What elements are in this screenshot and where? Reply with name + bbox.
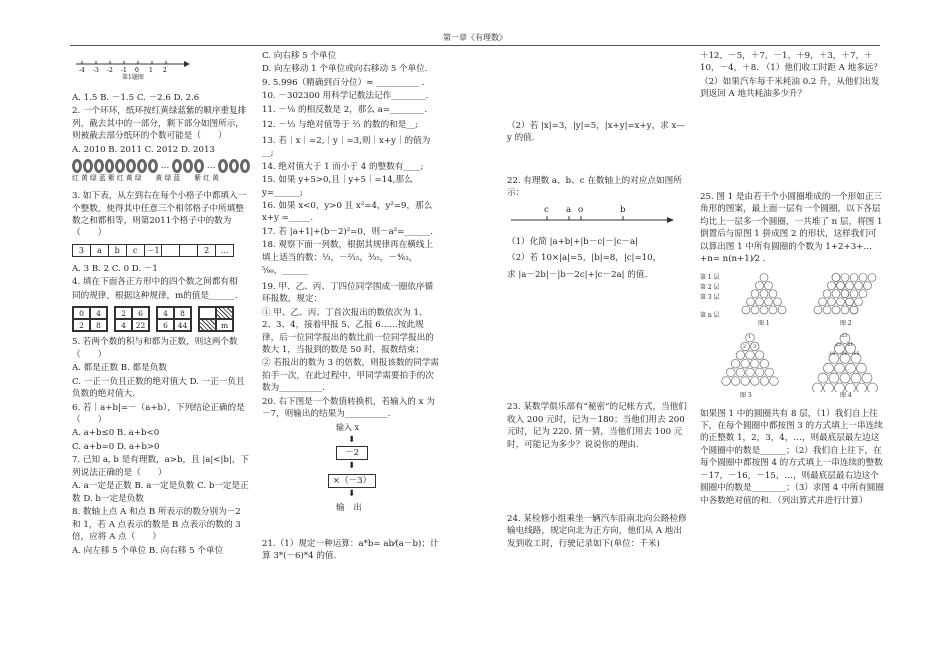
ring-icon [105,159,115,173]
circle-mark [819,297,827,305]
column-1 [72,50,250,558]
header-rule [70,45,880,46]
grid-cell: 6 [132,307,149,319]
ring-icon [72,159,82,173]
page-header: 第一章《有理数》 [443,33,507,42]
circle-mark [722,376,731,385]
circle-mark [755,368,764,377]
circle-mark [828,281,836,289]
fig4-num-6: -15 [852,351,860,357]
rings-figure [72,159,250,173]
ring-icon [137,159,147,173]
circle-mark [846,383,856,392]
conversion-machine [322,422,392,518]
q19-rule-1: ① 甲、乙、丙、丁首次报出的数依次为 1、2、3、4，接着甲报 5、乙报 6……按此规律，后一位同学报出的数比前一位同学报出的数大 1，当报到的数是 50 时，报数结束； [262,307,434,355]
axis-label-b: b [620,204,626,215]
grid-cell: 4 [115,319,132,331]
strip-cell: b [109,245,127,256]
q8-option-c: C. 向右移 5 个单位 [262,51,337,61]
ellipsis-icon: … [206,161,216,172]
fig4-caption: 图 4 [840,391,852,399]
q22-number-line [507,204,677,232]
circle-mark [751,305,759,313]
fig4-num-4: -18 [828,351,836,357]
fig4-num-3: -21 [846,342,854,348]
tick-label: -2 [107,67,113,74]
fig4-triangle [810,332,880,392]
circle-mark [778,305,786,313]
down-arrow-icon: ⬇ [348,488,356,499]
number-line-figure [72,50,192,82]
circle-mark [746,350,755,359]
circle-mark [859,273,867,281]
axis-label-o: o [578,204,584,215]
strip-cell: 2 [198,245,216,256]
q9-text: 9. 5.996（精确到百分位）≈ __________ . [262,77,425,88]
q25-questions: 如果图 1 中的圆圈共有 8 层，（1）我们自上往下，在每个圆圈中都按图 3 的方式填上一串连续的正整数 1，2，3，4，…，则最底层最左边这个圆圈中的数是______；（2）我们自上往下，在每个圆圈中都按图 4 的方式填上一串连续的整数－17，－16，－15，…，则最底层最右边这个圆圈中的数是________；（3）求图 4 中所有圆圈中各数绝对值的和．（列出算式并进行计算） [700,408,884,506]
circle-mark [855,297,863,305]
flow-output: 输 出 [336,502,362,513]
tick-label: -1 [121,67,127,74]
circle-mark [855,281,863,289]
grid-cell: 8 [174,307,191,319]
hatched-cell [199,319,216,331]
strip-cell: 3 [73,245,91,256]
fig4-num-2: -22 [834,342,842,348]
ring-icon [126,159,136,173]
circle-mark [756,281,764,289]
circle-mark [751,289,759,297]
q4-grid-1 [72,306,108,332]
circle-mark [755,350,764,359]
grid-cell: 2 [73,319,90,331]
q2-options: A. 2010 B. 2011 C. 2012 D. 2013 [72,144,215,155]
circle-mark [841,273,849,281]
tick-label: 1 [149,67,153,74]
q14-text: 14. 绝对值大于 1 而小于 4 的整数有____; [262,161,424,172]
fig1-layer-2: 第 2 层 [700,283,720,291]
circle-mark [770,376,779,385]
ring-icon [240,159,250,173]
circle-mark [868,383,878,392]
fig3-num-1: 1 [748,333,752,340]
ring-label-3: 紫 红 黄 [194,174,219,183]
circle-mark [756,297,764,305]
strip-cell: c [127,245,145,256]
q23-text: 23. 某数学俱乐部有“秘密”的记帐方式，当他们收入 200 元时，记为－180；当他们用去 200 元时，记为 220. 猜一猜，当他们用去 100 元时，可能记为多少？说说你的理由. [507,402,687,450]
fig1-layer-1: 第 1 层 [700,273,720,281]
circle-mark [824,363,834,373]
fig1-caption: 图 1 [758,319,770,327]
circle-mark [846,363,856,373]
circle-mark [736,350,745,359]
circle-mark [829,373,839,383]
q20-text: 20. 右下图是一个数值转换机，若输入的 x 为－7，则输出的结果为__________. [262,396,435,420]
circle-mark [769,289,777,297]
q22-part2: （2）若 10×|a|=5，|b|=8，|c|=10， [507,253,662,264]
q8-text: 8. 数轴上点 A 和点 B 所表示的数分别为－2 和 1，若 A 点表示的数是 B 点表示的数的 3 倍，应将 A 点（ ） [72,507,241,543]
tick-label: 2 [163,67,167,74]
q25-figures [700,272,885,402]
ellipsis-icon: … [160,161,170,172]
circle-mark [813,383,823,392]
circle-mark [760,359,769,368]
q4-text-b: 同的规律，根据这种规律，m的值是______. [72,290,238,301]
q22-part2b: 求 |a－2b|－|b－2c|+|c－2a| 的值. [507,269,648,280]
circle-mark [760,289,768,297]
grid-cell: 4 [90,307,107,319]
circle-mark [840,373,850,383]
strip-cell [162,245,180,256]
axis-svg [507,204,677,232]
axis-label-a: a [566,204,572,215]
down-arrow-icon: ⬇ [348,460,356,471]
q4-grids [72,306,250,332]
circle-mark [742,305,750,313]
circle-mark [850,305,858,313]
ring-icon [83,159,93,173]
ring-icon [194,159,204,173]
q22-text: 22. 有理数 a、b、c 在数轴上的对应点如图所示： [507,175,682,199]
circle-mark [741,376,750,385]
grid-cell [199,307,216,319]
strip-cell [180,245,198,256]
tick-label: 0 [135,67,139,74]
q4-grid-4 [198,306,234,332]
circle-mark [868,273,876,281]
circle-mark [835,363,845,373]
q6-option-1: A. a+b≤0 B. a+b<0 [72,428,160,439]
ring-labels [72,174,250,184]
grid-cell: 4 [157,307,174,319]
circle-mark [841,305,849,313]
q6-option-2: C. a+b=0 D. a+b>0 [72,441,160,452]
circle-mark [859,289,867,297]
fig4-num-1: -23 [840,333,848,339]
q19-text: 19. 甲、乙、丙、丁四位同学围成一圈依序循环报数，规定： [262,281,434,305]
circle-mark [741,359,750,368]
ring-icon [218,159,228,173]
circle-mark [832,305,840,313]
circle-mark [765,281,773,289]
q4-grid-3 [156,306,192,332]
number-line-caption: 第1题图 [122,74,144,81]
circle-mark [760,376,769,385]
circle-mark [837,297,845,305]
circle-mark [760,273,768,281]
q3-strip [72,244,234,257]
q4-text-a: 4. 填在下面各正方形中的四个数之间都有相 [72,277,238,288]
circle-mark [747,297,755,305]
q3-text: 3. 如下表，从左到右在每个小格子中都填入一个整数，使得其中任意三个相邻格子中所填整数之和都相等，则第2011个格子中的数为（ ） [72,191,247,239]
ring-icon [172,159,182,173]
q21-part2: （2）若 |x|=3，|y|=5，|x+y|=x+y，求 x—y 的值. [507,121,685,144]
circle-mark [857,383,867,392]
q5-option-2: C. 一正一负且正数的绝对值大 D. 一正一负且负数的绝对值大. [72,376,245,400]
fig1-layer-3: 第 3 层 [700,293,720,301]
circle-mark [746,368,755,377]
circle-mark [835,383,845,392]
q17-text: 17. 若 |a+1|+(b－2)²=0，则－a²=______. [262,226,433,237]
circle-mark [828,297,836,305]
fig3-caption: 图 3 [740,391,752,399]
fig3-num-3: 3 [753,343,757,350]
hatched-cell [216,307,233,319]
q18-text-b: ⁵⁄₉₉，______ [262,266,309,277]
circle-mark [823,289,831,297]
grid-cell: 22 [132,319,149,331]
fig3-num-2: 2 [743,343,747,350]
circle-mark [727,368,736,377]
tick-label: -4 [79,67,85,74]
flow-minus2: －2 [336,446,368,460]
q2-text: 2. 一个环环，纸环按红黄绿蓝紫的顺序重复排列，截去其中的一部分，剩下部分如图所示，则被截去部分纸环的个数可能是（ ） [72,106,247,142]
grid-cell: 44 [174,319,191,331]
circle-mark [841,289,849,297]
circle-mark [851,373,861,383]
q24-part2: （2）如果汽车每千米耗油 0.2 升，从他们出发到返回 A 地共耗油多少升？ [700,76,880,100]
circle-mark [774,297,782,305]
fig1-layer-n: 第 n 层 [700,311,720,319]
circle-mark [846,281,854,289]
q6-text: 6. 若｜a+b|=－（a+b），下列结论正确的是（ ） [72,402,245,425]
fig2-caption: 图 2 [840,319,852,327]
q19-rule-2: ② 若报出的数为 3 的倍数，则报该数的同学需拍手一次，在此过程中，甲同学需要拍手的次数为__________. [262,358,439,394]
grid-cell-m: m [216,319,233,331]
down-arrow-icon: ⬇ [348,434,356,445]
q5-text: 5. 若两个数的积与和都为正数，则这两个数（ ） [72,337,238,360]
q12-text: 12. －¹⁄₃ 与绝对值等于 ²⁄₃ 的数的和是__; [262,120,418,131]
q3-options: A. 3 B. 2 C. 0 D. －1 [72,263,158,274]
q15-text: 15. 如果 y+5>0,且｜y+5｜=14,那么 y=______; [262,175,413,198]
circle-mark [862,373,872,383]
circle-mark [818,373,828,383]
circle-mark [760,305,768,313]
tick-label: -3 [93,67,99,74]
circle-mark [814,305,822,313]
column-4 [700,50,885,508]
circle-mark [850,273,858,281]
grid-cell: 2 [115,307,132,319]
q24-records: ＋12，－5，＋7，－1，＋9，＋3，＋7，＋10，－4，＋8. （1）他们收工时距 A 地多远？ [700,51,882,74]
q5-option-1: A. 都是正数 B. 都是负数 [72,363,167,374]
strip-cell: a [91,245,109,256]
q24-text: 24. 某检修小组乘坐一辆汽车沿南北向公路检修输电线路，规定向北为正方向，他们从 A 地出发到收工时，行驶记录如下(单位：千米) [507,513,687,549]
ring-icon [115,159,125,173]
circle-mark [731,376,740,385]
circle-mark [823,305,831,313]
q16-text: 16. 如果 x<0，y>0 且 x²=4，y²=9，那么 x+y =_____. [262,200,433,224]
circle-mark [751,376,760,385]
circle-mark [731,359,740,368]
ring-label-2: 黄 绿 蓝 [155,174,181,183]
q18-text: 18. 观察下面一列数，根据其规律再在横线上填上适当的数：¹⁄₃，－²⁄₁₅，³⁄₃₅，－⁴⁄₆₃， [262,240,434,263]
ring-icon [148,159,158,173]
circle-mark [846,297,854,305]
strip-cell: －1 [145,245,163,256]
circle-mark [832,273,840,281]
fig2-figure [810,272,880,322]
grid-cell: 6 [157,319,174,331]
grid-cell: 8 [90,319,107,331]
circle-mark [850,289,858,297]
ring-icon [183,159,193,173]
circle-mark [765,297,773,305]
ring-icon [229,159,239,173]
circle-mark [824,383,834,392]
circle-mark [864,281,872,289]
grid-cell: 0 [73,307,90,319]
fig4-num-5: -16 [840,351,848,357]
ring-icon [94,159,104,173]
ring-label-1: 红 黄 绿 蓝 紫 红 黄 绿 [72,174,142,183]
fig1-triangle [734,272,794,322]
flow-input: 输入 x [336,422,360,432]
circle-mark [837,281,845,289]
column-2 [262,50,440,564]
q1-options: A. 1.5 B. －1.5 C. －2.6 D. 2.6 [72,93,200,103]
circle-mark [832,289,840,297]
q10-text: 10. －302300 用科学记数法记作________. [262,91,429,102]
q7-options: A. a一定是正数 B. a一定是负数 C. b一定是正数 D. b一定是负数 [72,481,249,504]
q22-part1: （1）化简 |a+b|+|b－c|－|c－a| [507,236,639,247]
column-3 [507,120,687,551]
circle-mark [765,368,774,377]
q25-text: 25. 图 1 是由若干个小圆圈堆成的一个形如正三角形的图案，最上面一层有一个圆圈，以下各层均比上一层多一个圆圈，一共堆了 n 层，将图 1 倒置后与原图 1 拼成图 2 的形状，这样我们可以算出图 1 中所有圆圈的个数为 1+2+3+…+n= n(n+1)⁄2 . [700,191,883,265]
circle-mark [857,363,867,373]
q8-option-d: D. 向左移动 1 个单位或向右移动 5 个单位. [262,64,428,75]
q21-text: 21.（1）规定一种运算：a*b= ab⁄(a－b)；计算 3*(－6)*4 的值. [262,538,439,562]
circle-mark [769,305,777,313]
q4-grid-2 [114,306,150,332]
q11-text: 11. －¹⁄₆ 的相反数是 2，那么 a=________. [262,104,428,115]
strip-cell: … [220,245,229,255]
circle-mark [751,359,760,368]
q13-text: 13. 若｜x｜=2,｜y｜=3,则｜x+y｜的值为 __; [262,135,431,159]
axis-label-c: c [544,204,549,215]
circle-mark [736,368,745,377]
q8-options: A. 向左移 5 个单位 B. 向右移 5 个单位 [72,545,224,556]
flow-times-neg3: ×（－3） [328,474,376,488]
q7-text: 7. 已知 a, b 是有理数，a>b，且 |a|<|b|，下列说法正确的是（ ） [72,455,249,478]
